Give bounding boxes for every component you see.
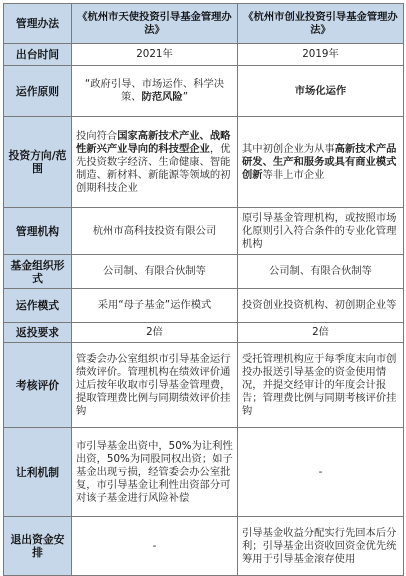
header-tianshi: 《杭州市天使投资引导基金管理办法》 — [72, 4, 238, 44]
cell-tianshi: 采用“母子基金”运作模式 — [72, 289, 238, 323]
cell-tianshi: - — [72, 517, 238, 576]
cell-chuangye: 公司制、有限合伙制等 — [238, 255, 404, 289]
cell-tianshi: 2倍 — [72, 323, 238, 343]
table-row — [4, 117, 404, 208]
row-label: 管理机构 — [4, 208, 72, 255]
cell-chuangye: 2倍 — [238, 323, 404, 343]
row-label: 让利机制 — [4, 428, 72, 517]
table-row — [4, 517, 404, 576]
row-label: 返投要求 — [4, 323, 72, 343]
cell-chuangye: - — [238, 428, 404, 517]
cell-tianshi: 公司制、有限合伙制等 — [72, 255, 238, 289]
cell-chuangye: 其中初创企业为从事高新技术产品研发、生产和服务或具有商业模式创新等非上市企业 — [238, 117, 404, 208]
row-label: 运作模式 — [4, 289, 72, 323]
table-row — [4, 44, 404, 66]
cell-tianshi: “政府引导、市场运作、科学决策、防范风险” — [72, 66, 238, 117]
cell-chuangye: 引导基金收益分配实行先回本后分利；引导基金出资收回资金优先统筹用于引导基金滚存使用 — [238, 517, 404, 576]
cell-chuangye: 市场化运作 — [238, 66, 404, 117]
table-header-row — [4, 4, 404, 44]
cell-tianshi: 管委会办公室组织市引导基金运行绩效评价。管理机构在绩效评价通过后按年收取市引导基金管理费，提取管理费比例与同期绩效评价挂钩 — [72, 343, 238, 428]
row-label: 出台时间 — [4, 44, 72, 66]
row-label: 投资方向/范围 — [4, 117, 72, 208]
row-label: 运作原则 — [4, 66, 72, 117]
row-label: 考核评价 — [4, 343, 72, 428]
cell-chuangye: 2019年 — [238, 44, 404, 66]
header-label: 管理办法 — [4, 4, 72, 44]
table-row — [4, 208, 404, 255]
cell-tianshi: 杭州市高科技投资有限公司 — [72, 208, 238, 255]
row-label: 基金组织形式 — [4, 255, 72, 289]
cell-chuangye: 受托管理机构应于每季度末向市创投办报送引导基金的资金使用情况，并提交经审计的年度会计报告；管理费比例与同期考核评价挂钩 — [238, 343, 404, 428]
cell-chuangye: 投资创业投资机构、初创期企业等 — [238, 289, 404, 323]
table-row — [4, 289, 404, 323]
comparison-table — [3, 3, 404, 576]
table-row — [4, 343, 404, 428]
cell-tianshi: 2021年 — [72, 44, 238, 66]
table-row — [4, 66, 404, 117]
cell-tianshi: 投向符合国家高新技术产业、战略性新兴产业导向的科技型企业，优先投资数字经济、生命健康、智能制造、新材料、新能源等领域的初创期科技企业 — [72, 117, 238, 208]
cell-chuangye: 原引导基金管理机构，或按照市场化原则引入符合条件的专业化管理机构 — [238, 208, 404, 255]
cell-tianshi: 市引导基金出资中，50%为让利性出资，50%为同股同权出资；如子基金出现亏损，经管委会办公室批复，市引导基金让利性出资部分可对该子基金进行风险补偿 — [72, 428, 238, 517]
table-row — [4, 428, 404, 517]
table-row — [4, 323, 404, 343]
table-row — [4, 255, 404, 289]
header-chuangye: 《杭州市创业投资引导基金管理办法》 — [238, 4, 404, 44]
row-label: 退出资金安排 — [4, 517, 72, 576]
